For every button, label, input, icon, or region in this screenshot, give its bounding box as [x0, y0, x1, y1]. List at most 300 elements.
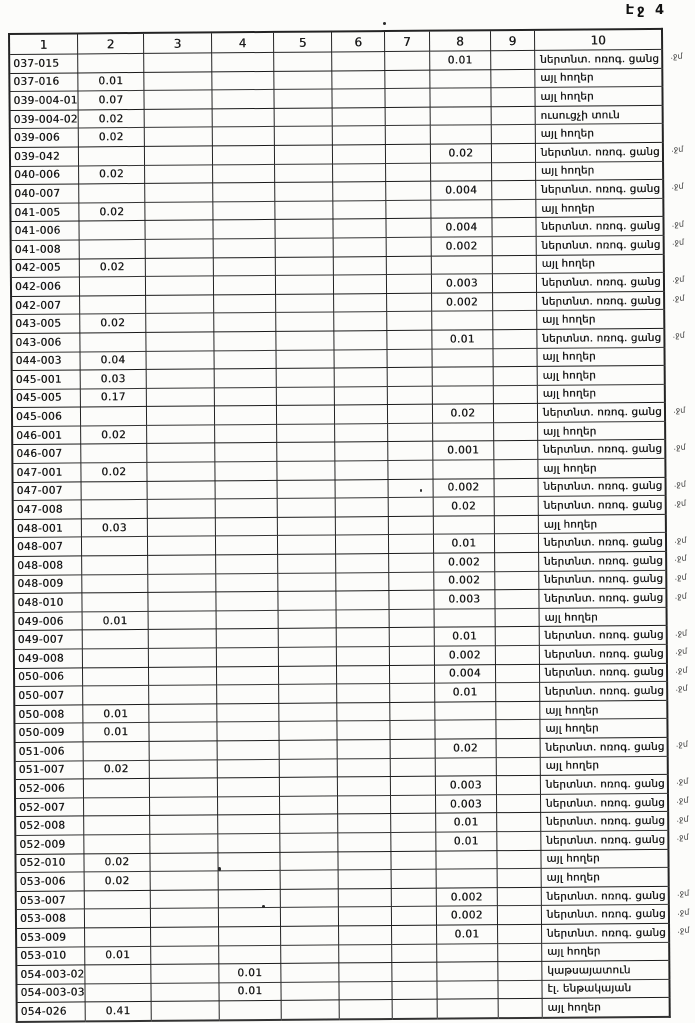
land-use-cell: ներտնտ. ոռոգ. ցանց: [536, 235, 664, 255]
area-value-cell: [336, 535, 389, 554]
land-use-cell: ներտնտ. ոռոգ. ցանց: [538, 477, 666, 497]
area-value-cell: [146, 425, 214, 444]
margin-annotation: [664, 252, 695, 271]
area-value-cell: [392, 981, 437, 1000]
area-value-cell: [387, 386, 432, 405]
area-value-cell: [212, 71, 274, 90]
area-value-cell: [150, 927, 218, 946]
area-value-cell: [389, 572, 434, 591]
land-use-cell: ներտնտ. ոռոգ. ցանց: [537, 403, 665, 423]
area-value-cell: [279, 777, 338, 796]
area-value-cell: 0.02: [84, 853, 150, 872]
area-value-cell: [216, 629, 278, 648]
land-use-cell: ներտնտ. ոռոգ. ցանց: [540, 774, 668, 794]
area-value-cell: [497, 831, 541, 850]
margin-annotation: .ջմ: [674, 535, 687, 545]
area-value-cell: [145, 295, 213, 314]
area-value-cell: [218, 926, 280, 945]
area-value-cell: [389, 646, 434, 665]
area-value-cell: [386, 293, 431, 312]
area-value-cell: [391, 869, 436, 888]
area-value-cell: 0.002: [434, 571, 495, 590]
land-use-cell: ներտնտ. ոռոգ. ցանց: [538, 533, 666, 553]
area-value-cell: [213, 201, 275, 220]
area-value-cell: 0.002: [436, 887, 497, 906]
area-value-cell: [493, 311, 537, 330]
area-value-cell: [148, 592, 216, 611]
area-value-cell: [281, 1000, 340, 1020]
area-value-cell: [385, 51, 430, 70]
scan-artifact: [218, 867, 221, 871]
area-value-cell: [390, 776, 435, 795]
area-value-cell: [213, 257, 275, 276]
margin-annotation: .ջմ: [671, 182, 684, 192]
column-header-10: 10: [534, 29, 662, 51]
area-value-cell: [278, 684, 337, 703]
parcel-code-cell: 045-001: [12, 370, 81, 389]
area-value-cell: [276, 331, 335, 350]
area-value-cell: [389, 628, 434, 647]
area-value-cell: [148, 666, 216, 685]
margin-annotation: [663, 103, 695, 122]
land-use-cell: ներտնտ. ոռոգ. ցանց: [541, 905, 669, 925]
table-body: [9, 49, 695, 1022]
area-value-cell: [78, 53, 144, 72]
area-value-cell: [493, 404, 537, 423]
area-value-cell: [390, 702, 435, 721]
area-value-cell: [218, 908, 280, 927]
area-value-cell: [144, 90, 212, 109]
area-value-cell: [493, 348, 537, 367]
area-value-cell: [275, 182, 334, 201]
area-value-cell: [338, 777, 391, 796]
column-header-9: 9: [490, 30, 534, 51]
area-value-cell: [334, 256, 387, 275]
area-value-cell: [390, 739, 435, 758]
parcel-code-cell: 048-001: [13, 519, 82, 538]
parcel-code-cell: 047-008: [13, 500, 82, 519]
margin-annotation: [665, 419, 695, 438]
area-value-cell: [150, 890, 218, 909]
area-value-cell: [338, 832, 391, 851]
area-value-cell: [82, 555, 148, 574]
area-value-cell: 0.02: [432, 404, 493, 423]
land-use-cell: ներտնտ. ոռոգ. ցանց: [541, 886, 669, 906]
area-value-cell: [149, 741, 217, 760]
land-use-cell: ներտնտ. ոռոգ. ցանց: [539, 682, 667, 702]
land-use-cell: ներտնտ. ոռոգ. ցանց: [540, 737, 668, 757]
land-use-cell: ներտնտ. ոռոգ. ցանց: [536, 291, 664, 311]
parcel-code-cell: 047-001: [12, 463, 81, 482]
area-value-cell: 0.41: [85, 1002, 151, 1022]
area-value-cell: [430, 106, 491, 125]
margin-annotation: .ջմ: [673, 405, 686, 415]
area-value-cell: [336, 554, 389, 573]
area-value-cell: [334, 312, 387, 331]
land-use-cell: այլ հողեր: [537, 384, 665, 404]
land-use-cell: այլ հողեր: [537, 365, 665, 385]
area-value-cell: [147, 481, 215, 500]
column-header-4: 4: [211, 32, 273, 53]
area-value-cell: [278, 666, 337, 685]
area-value-cell: 0.01: [82, 611, 148, 630]
area-value-cell: [278, 573, 337, 592]
area-value-cell: [493, 329, 537, 348]
area-value-cell: [333, 237, 386, 256]
margin-annotation: [668, 698, 695, 717]
area-value-cell: [151, 964, 219, 983]
area-value-cell: [277, 498, 336, 517]
area-value-cell: [277, 535, 336, 554]
area-value-cell: [495, 608, 539, 627]
land-use-cell: այլ հողեր: [535, 68, 663, 88]
area-value-cell: [280, 870, 339, 889]
margin-annotation: .ջմ: [673, 442, 686, 452]
area-value-cell: [214, 294, 276, 313]
land-use-cell: ներտնտ. ոռոգ. ցանց: [540, 812, 668, 832]
land-use-cell: այլ հողեր: [540, 756, 668, 776]
area-value-cell: 0.003: [435, 776, 496, 795]
area-value-cell: [389, 609, 434, 628]
area-value-cell: [335, 461, 388, 480]
area-value-cell: [275, 275, 334, 294]
land-use-cell: ներտնտ. ոռոգ. ցանց: [539, 644, 667, 664]
area-value-cell: [431, 199, 492, 218]
area-value-cell: [278, 647, 337, 666]
area-value-cell: [337, 665, 390, 684]
table-row: [17, 997, 695, 1021]
land-use-cell: այլ հողեր: [540, 700, 668, 720]
area-value-cell: [335, 479, 388, 498]
area-value-cell: [84, 797, 150, 816]
land-use-cell: այլ հողեր: [536, 254, 664, 274]
land-use-cell: ներտնտ. ոռոգ. ցանց: [538, 496, 666, 516]
area-value-cell: [215, 424, 277, 443]
area-value-cell: [84, 890, 150, 909]
area-value-cell: [146, 388, 214, 407]
area-value-cell: [214, 387, 276, 406]
area-value-cell: [337, 739, 390, 758]
area-value-cell: [278, 591, 337, 610]
margin-annotation: .ջմ: [672, 330, 685, 340]
area-value-cell: [217, 685, 279, 704]
area-value-cell: [386, 200, 431, 219]
area-value-cell: [280, 907, 339, 926]
area-value-cell: [337, 702, 390, 721]
margin-annotation: [669, 865, 695, 884]
area-value-cell: [81, 500, 147, 519]
area-value-cell: [433, 460, 494, 479]
parcel-code-cell: 048-008: [13, 556, 82, 575]
area-value-cell: [213, 183, 275, 202]
margin-annotation: .ջմ: [674, 572, 687, 582]
area-value-cell: [281, 944, 340, 963]
area-value-cell: 0.02: [78, 109, 144, 128]
area-value-cell: [492, 181, 536, 200]
column-header-2: 2: [78, 33, 144, 54]
land-use-cell: ներտնտ. ոռոգ. ցանց: [539, 626, 667, 646]
area-value-cell: [212, 145, 274, 164]
area-value-cell: [388, 497, 433, 516]
margin-annotation: .ջմ: [676, 814, 689, 824]
area-value-cell: [81, 444, 147, 463]
area-value-cell: [498, 999, 542, 1018]
land-use-cell: էլ. ենթակայան: [542, 979, 670, 999]
area-value-cell: [148, 648, 216, 667]
parcel-code-cell: 043-005: [11, 314, 80, 333]
margin-annotation: .ջմ: [676, 777, 689, 787]
area-value-cell: [80, 332, 146, 351]
area-value-cell: [491, 125, 535, 144]
area-value-cell: [339, 925, 392, 944]
margin-annotation: [669, 847, 695, 866]
margin-annotation: [665, 345, 695, 364]
area-value-cell: [339, 888, 392, 907]
area-value-cell: [79, 277, 145, 296]
area-value-cell: [497, 850, 541, 869]
area-value-cell: [431, 255, 492, 274]
area-value-cell: [149, 815, 217, 834]
area-value-cell: [389, 665, 434, 684]
area-value-cell: [214, 368, 276, 387]
area-value-cell: [144, 127, 212, 146]
area-value-cell: [277, 554, 336, 573]
margin-annotation: [670, 958, 695, 977]
area-value-cell: [498, 980, 542, 999]
area-value-cell: 0.02: [79, 165, 145, 184]
parcel-code-cell: 041-005: [10, 203, 79, 222]
area-value-cell: 0.02: [430, 144, 491, 163]
land-use-cell: ներտնտ. ոռոգ. ցանց: [539, 570, 667, 590]
area-value-cell: [275, 256, 334, 275]
margin-annotation: [664, 196, 695, 215]
area-value-cell: [279, 721, 338, 740]
area-value-cell: [389, 590, 434, 609]
area-value-cell: [145, 239, 213, 258]
area-value-cell: [280, 851, 339, 870]
land-use-cell: ներտնտ. ոռոգ. ցանց: [536, 180, 664, 200]
parcel-code-cell: 045-005: [12, 389, 81, 408]
margin-annotation: [666, 456, 695, 475]
land-use-cell: այլ հողեր: [535, 87, 663, 107]
area-value-cell: [388, 460, 433, 479]
area-value-cell: [216, 573, 278, 592]
land-use-cell: ներտնտ. ոռոգ. ցանց: [539, 663, 667, 683]
area-value-cell: [494, 441, 538, 460]
area-value-cell: [339, 1000, 392, 1020]
area-value-cell: [216, 666, 278, 685]
area-value-cell: [386, 237, 431, 256]
land-use-cell: ներտնտ. ոռոգ. ցանց: [541, 923, 669, 943]
area-value-cell: [281, 963, 340, 982]
land-use-cell: այլ հողեր: [541, 867, 669, 887]
area-value-cell: 0.03: [80, 370, 146, 389]
area-value-cell: [79, 239, 145, 258]
area-value-cell: [148, 685, 216, 704]
area-value-cell: [83, 741, 149, 760]
area-value-cell: [496, 775, 540, 794]
area-value-cell: [388, 423, 433, 442]
margin-annotation: [668, 716, 695, 735]
area-value-cell: [334, 330, 387, 349]
area-value-cell: [391, 925, 436, 944]
area-value-cell: [219, 1001, 281, 1021]
area-value-cell: [79, 221, 145, 240]
area-value-cell: 0.01: [219, 963, 281, 982]
area-value-cell: [432, 367, 493, 386]
area-value-cell: [149, 704, 217, 723]
area-value-cell: [84, 816, 150, 835]
area-value-cell: [496, 720, 540, 739]
area-value-cell: [392, 962, 437, 981]
area-value-cell: 0.004: [434, 664, 495, 683]
area-value-cell: [80, 407, 146, 426]
parcel-code-cell: 037-016: [9, 73, 78, 92]
area-value-cell: [335, 423, 388, 442]
area-value-cell: [433, 516, 494, 535]
area-value-cell: [216, 610, 278, 629]
area-value-cell: 0.03: [81, 518, 147, 537]
column-header-1: 1: [9, 33, 78, 54]
area-value-cell: [280, 833, 339, 852]
area-value-cell: [146, 313, 214, 332]
area-value-cell: [145, 220, 213, 239]
parcel-code-cell: 048-007: [13, 537, 82, 556]
area-value-cell: 0.17: [80, 388, 146, 407]
parcel-code-cell: 050-008: [14, 705, 83, 724]
area-value-cell: [385, 144, 430, 163]
parcel-code-cell: 052-006: [15, 779, 84, 798]
area-value-cell: [386, 219, 431, 238]
area-value-cell: [333, 182, 386, 201]
area-value-cell: 0.02: [84, 872, 150, 891]
margin-annotation: [667, 605, 695, 624]
land-use-cell: ներտնտ. ոռոգ. ցանց: [541, 830, 669, 850]
area-value-cell: [338, 851, 391, 870]
area-value-cell: [212, 52, 274, 71]
parcel-code-cell: 041-006: [10, 221, 79, 240]
margin-annotation: .ջմ: [675, 665, 688, 675]
area-value-cell: [212, 108, 274, 127]
area-value-cell: 0.01: [78, 72, 144, 91]
parcel-code-cell: 048-010: [13, 593, 82, 612]
area-value-cell: 0.02: [80, 314, 146, 333]
area-value-cell: [496, 683, 540, 702]
area-value-cell: [388, 535, 433, 554]
area-value-cell: [492, 255, 536, 274]
area-value-cell: 0.002: [431, 237, 492, 256]
area-value-cell: [281, 982, 340, 1001]
area-value-cell: [497, 868, 541, 887]
area-value-cell: [336, 591, 389, 610]
area-value-cell: [147, 536, 215, 555]
area-value-cell: 0.003: [435, 794, 496, 813]
area-value-cell: [434, 609, 495, 628]
area-value-cell: 0.004: [431, 218, 492, 237]
margin-annotation: .ջմ: [677, 888, 690, 898]
area-value-cell: [497, 813, 541, 832]
land-use-cell: այլ հողեր: [537, 310, 665, 330]
margin-annotation: [663, 159, 695, 178]
area-value-cell: [277, 517, 336, 536]
area-value-cell: [388, 479, 433, 498]
area-value-cell: 0.003: [434, 590, 495, 609]
margin-annotation: [670, 977, 695, 996]
area-value-cell: [338, 870, 391, 889]
margin-annotation: .ջմ: [676, 795, 689, 805]
area-value-cell: [335, 386, 388, 405]
area-value-cell: [279, 796, 338, 815]
area-value-cell: [82, 648, 148, 667]
parcel-code-cell: 053-010: [16, 946, 85, 965]
area-value-cell: [217, 778, 279, 797]
area-value-cell: [334, 275, 387, 294]
area-value-cell: [150, 945, 218, 964]
area-value-cell: [147, 499, 215, 518]
parcel-code-cell: 054-003-02: [16, 965, 85, 984]
parcel-code-cell: 041-008: [11, 240, 80, 259]
parcel-code-cell: 039-004-01: [9, 91, 78, 110]
area-value-cell: [276, 387, 335, 406]
margin-annotation: [669, 940, 695, 959]
margin-annotation: [665, 363, 695, 382]
parcel-code-cell: 054-026: [17, 1002, 86, 1022]
area-value-cell: [144, 183, 212, 202]
area-value-cell: [217, 759, 279, 778]
area-value-cell: [83, 686, 149, 705]
area-value-cell: [339, 963, 392, 982]
area-value-cell: 0.02: [83, 760, 149, 779]
area-value-cell: [492, 199, 536, 218]
land-use-cell: ներտնտ. ոռոգ. ցանց: [540, 793, 668, 813]
margin-annotation: .ջմ: [675, 684, 688, 694]
land-use-cell: այլ հողեր: [540, 719, 668, 739]
margin-annotation: .ջմ: [672, 293, 685, 303]
area-value-cell: [388, 442, 433, 461]
area-value-cell: [149, 778, 217, 797]
area-value-cell: [215, 461, 277, 480]
margin-annotation: [663, 121, 695, 140]
area-value-cell: [389, 553, 434, 572]
area-value-cell: 0.01: [435, 813, 496, 832]
scan-artifact: [383, 22, 386, 25]
area-value-cell: [336, 516, 389, 535]
area-value-cell: [275, 219, 334, 238]
parcel-code-cell: 050-009: [14, 723, 83, 742]
area-value-cell: [387, 311, 432, 330]
area-value-cell: [277, 461, 336, 480]
area-value-cell: [333, 219, 386, 238]
area-value-cell: [147, 443, 215, 462]
area-value-cell: [146, 332, 214, 351]
area-value-cell: 0.02: [433, 497, 494, 516]
area-value-cell: [151, 983, 219, 1002]
area-value-cell: [335, 405, 388, 424]
margin-annotation: .ջմ: [675, 646, 688, 657]
area-value-cell: [333, 200, 386, 219]
area-value-cell: [491, 50, 535, 69]
area-value-cell: 0.01: [85, 946, 151, 965]
area-value-cell: [145, 202, 213, 221]
area-value-cell: [150, 871, 218, 890]
area-value-cell: [391, 906, 436, 925]
area-value-cell: [146, 406, 214, 425]
area-value-cell: 0.01: [83, 723, 149, 742]
margin-annotation: .ջմ: [673, 498, 687, 508]
area-value-cell: [497, 887, 541, 906]
area-value-cell: [388, 516, 433, 535]
area-value-cell: 0.01: [436, 925, 497, 944]
